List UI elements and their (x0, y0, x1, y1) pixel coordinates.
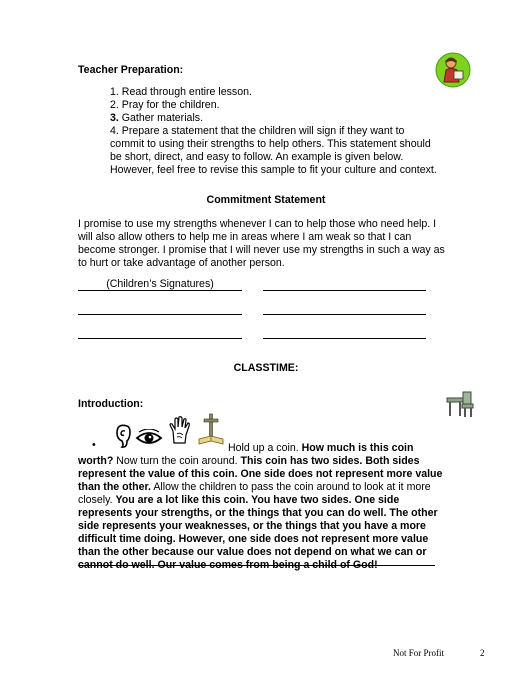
prep-item: 4. Prepare a statement that the children will sign if they want to commit to using their strengths to help others. This statement should be short, direct, and easy to follow. An example is given below. However, feel free to revise this sample to fit your culture and context. (110, 125, 437, 176)
intro-segment: Allow the children to pass the coin around to look at it more closely. (78, 481, 431, 506)
signature-label: (Children’s Signatures) (106, 278, 214, 290)
signature-line (78, 314, 242, 315)
intro-segment: This coin has two sides. Both sides represent the value of this coin. One side does not represent more value than the other. (78, 455, 443, 493)
teacher-preparation-heading: Teacher Preparation: (78, 64, 184, 76)
intro-segment: Now turn the coin around. (113, 455, 241, 467)
teacher-preparation-list (110, 86, 440, 177)
signature-line (263, 314, 426, 315)
signature-line (263, 338, 426, 339)
hand-icon (168, 415, 192, 445)
introduction-heading: Introduction: (78, 398, 144, 410)
prep-item: 3. Gather materials. (110, 112, 204, 124)
signature-line (78, 338, 242, 339)
commitment-statement-text: I promise to use my strengths whenever I can to help those who need help. I will also allow others to help me in areas where I am weak so that I can become stronger. I promise that I will never use my strengths in such a way as to hurt or take advantage of another person. (78, 218, 445, 269)
section-divider (78, 565, 435, 566)
introduction-paragraph (78, 442, 450, 572)
intro-segment: Hold up a coin. (228, 442, 302, 454)
introduction-bullet: • (92, 439, 96, 451)
commitment-statement-title: Commitment Statement (206, 194, 326, 206)
teacher-prep-icon (435, 52, 471, 88)
intro-segment: How much is this coin worth? (78, 442, 414, 467)
cross-book-icon (197, 412, 225, 446)
prep-item: 2. Pray for the children. (110, 99, 220, 111)
classtime-heading: CLASSTIME: (233, 362, 299, 374)
page-number: 2 (480, 648, 485, 658)
signature-line (263, 290, 426, 291)
footer-text: Not For Profit (393, 648, 445, 658)
prep-item: 1. Read through entire lesson. (110, 86, 252, 98)
intro-segment: You are a lot like this coin. You have two sides. One side represents your strengths, or the things that you can do well. The other side represents your weaknesses, or the things that you have a more difficult time doing. However, one side does not represent more value than the other because our value does not depend on what we can or cannot do well. Our value comes from being a child of God! (78, 494, 438, 571)
classroom-desk-icon (444, 388, 476, 420)
